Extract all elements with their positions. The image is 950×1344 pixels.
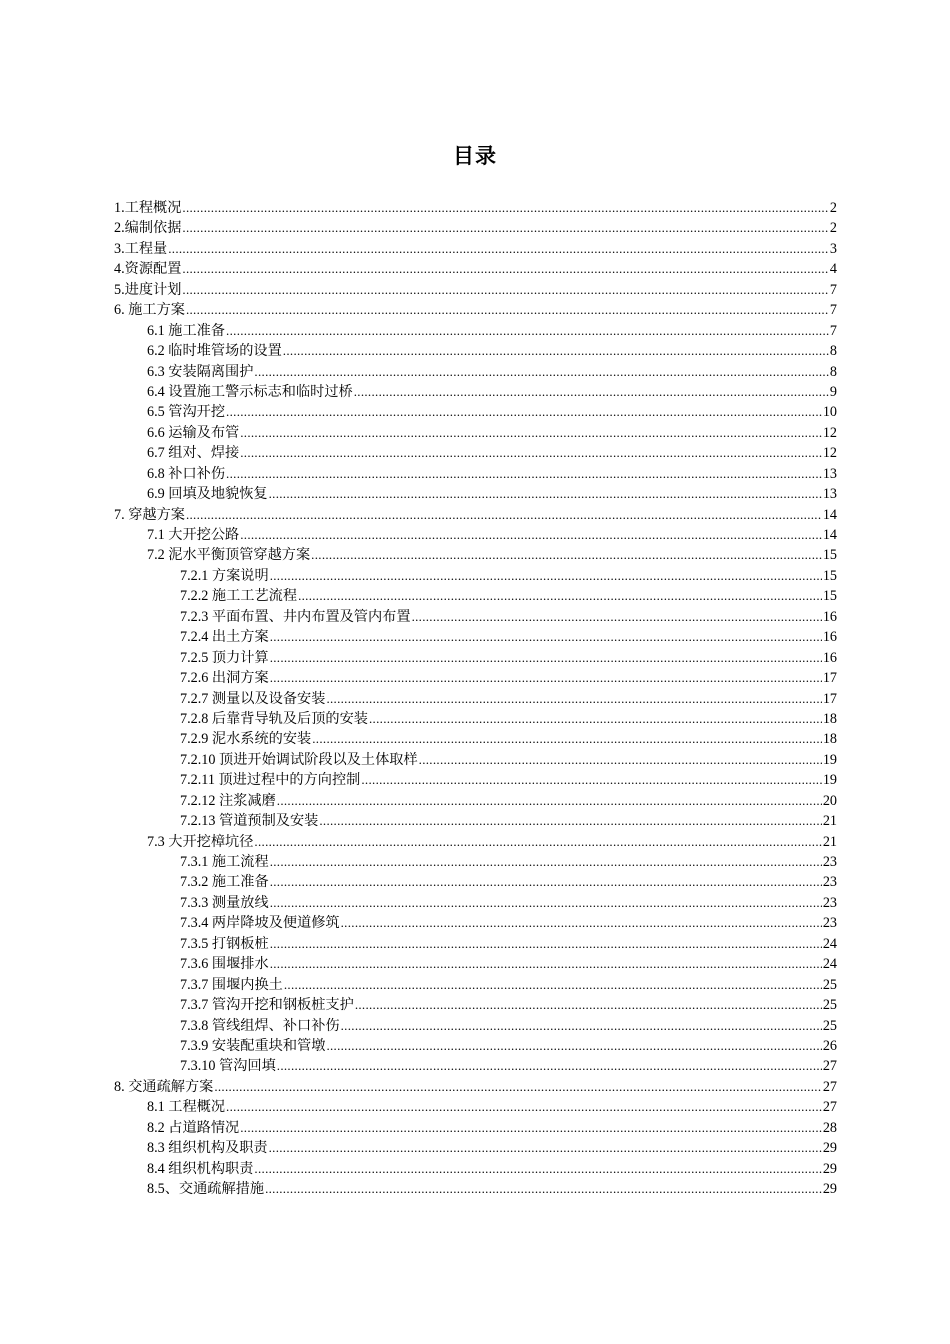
toc-entry-page-number: 8 [829,343,837,360]
toc-entry[interactable] [114,1138,837,1158]
toc-entry-page-number: 28 [822,1119,837,1136]
toc-entry-page-number: 27 [822,1058,837,1075]
toc-entry-page-number: 27 [822,1078,837,1095]
toc-dot-leader [270,668,822,688]
toc-entry-label: 7.2.2 施工工艺流程 [180,588,298,605]
toc-entry-page-number: 12 [822,424,837,441]
toc-entry-label: 7.3.5 打钢板桩 [180,935,269,952]
toc-entry-page-number: 24 [822,935,837,952]
toc-entry-label: 8.4 组织机构职责 [147,1160,254,1177]
toc-entry-page-number: 19 [822,772,837,789]
toc-entry-label: 7.3.6 围堰排水 [180,956,269,973]
toc-entry-label: 7.2.1 方案说明 [180,567,269,584]
toc-entry-label: 7.2.7 测量以及设备安装 [180,690,326,707]
toc-dot-leader [240,1118,822,1138]
toc-entry[interactable] [114,1179,837,1199]
toc-entry-page-number: 14 [822,527,837,543]
toc-entry[interactable] [114,382,837,402]
toc-entry-label: 7.2.11 顶进过程中的方向控制 [180,772,361,789]
toc-entry[interactable] [114,218,837,238]
toc-entry-label: 6.4 设置施工警示标志和临时过桥 [147,383,353,400]
toc-entry[interactable] [114,1036,837,1056]
toc-entry-page-number: 16 [822,608,837,625]
toc-entry-page-number: 29 [822,1181,837,1197]
toc-entry[interactable] [114,1056,837,1076]
toc-entry[interactable] [114,1159,837,1179]
toc-entry[interactable] [114,1097,837,1117]
toc-dot-leader [270,852,822,872]
toc-entry-page-number: 14 [822,506,837,523]
toc-entry-label: 7.3.10 管沟回填 [180,1058,276,1075]
toc-entry-page-number: 15 [822,588,837,605]
toc-dot-leader [355,995,822,1015]
toc-entry-page-number: 21 [822,833,837,850]
toc-entry[interactable] [114,607,837,627]
toc-dot-leader [240,525,822,545]
toc-entry-page-number: 4 [829,261,837,278]
toc-dot-leader [341,1016,822,1036]
toc-entry[interactable] [114,443,837,463]
toc-dot-leader [226,402,822,422]
toc-entry[interactable] [114,402,837,422]
toc-entry-page-number: 3 [829,240,837,257]
toc-entry[interactable] [114,709,837,729]
toc-entry-label: 6. 施工方案 [114,302,185,319]
toc-entry-page-number: 29 [822,1140,837,1157]
toc-entry[interactable] [114,1118,837,1138]
toc-entry[interactable] [114,689,837,709]
toc-entry[interactable] [114,770,837,790]
toc-dot-leader [298,586,822,606]
toc-entry-label: 8.2 占道路情况 [147,1119,240,1136]
toc-dot-leader [270,934,822,954]
toc-dot-leader [182,280,829,300]
toc-entry[interactable] [114,934,837,954]
toc-entry[interactable] [114,362,837,382]
toc-entry-label: 7.3.2 施工准备 [180,874,269,891]
toc-dot-leader [226,321,829,341]
toc-dot-leader [254,362,828,382]
toc-entry-label: 7.2.10 顶进开始调试阶段以及土体取样 [180,751,418,768]
toc-entry-page-number: 17 [822,690,837,707]
toc-entry-page-number: 23 [822,874,837,891]
toc-dot-leader [369,709,822,729]
toc-entry[interactable] [114,525,837,545]
toc-entry-page-number: 13 [822,486,837,503]
toc-entry[interactable] [114,954,837,974]
toc-dot-leader [254,1159,821,1179]
toc-dot-leader [326,689,821,709]
toc-dot-leader [186,505,822,525]
toc-entry[interactable] [114,566,837,586]
toc-entry-label: 6.7 组对、焊接 [147,445,240,462]
toc-entry-label: 3.工程量 [114,240,168,257]
toc-entry-page-number: 27 [822,1099,837,1116]
toc-entry-page-number: 15 [822,567,837,584]
toc-entry-label: 7.1 大开挖公路 [147,527,240,543]
toc-dot-leader [283,341,829,361]
toc-dot-leader [270,893,822,913]
toc-entry-page-number: 26 [822,1037,837,1054]
toc-entry-label: 7.3.7 围堰内换土 [180,976,283,993]
toc-entry[interactable] [114,505,837,525]
toc-entry-label: 6.8 补口补伤 [147,465,226,482]
toc-dot-leader [226,464,822,484]
toc-entry[interactable] [114,627,837,647]
toc-entry-label: 5.进度计划 [114,281,182,298]
toc-entry-page-number: 18 [822,710,837,727]
toc-entry-page-number: 7 [829,302,837,319]
toc-dot-leader [412,607,822,627]
toc-dot-leader [182,198,829,218]
toc-entry-label: 7.2 泥水平衡顶管穿越方案 [147,547,311,564]
toc-dot-leader [284,975,822,995]
toc-entry[interactable] [114,852,837,872]
toc-entry-label: 7.2.5 顶力计算 [180,649,269,666]
toc-dot-leader [254,832,821,852]
toc-entry-label: 7.3.1 施工流程 [180,854,269,870]
toc-entry-label: 7.3.7 管沟开挖和钢板桩支护 [180,997,354,1014]
toc-entry-label: 8. 交通疏解方案 [114,1078,214,1095]
toc-entry[interactable] [114,300,837,320]
toc-entry-page-number: 7 [829,322,837,339]
toc-entry[interactable] [114,832,837,852]
toc-entry[interactable] [114,423,837,443]
toc-entry-label: 7.3.4 两岸降坡及便道修筑 [180,915,340,932]
toc-entry-page-number: 16 [822,649,837,666]
toc-entry-label: 6.5 管沟开挖 [147,404,226,421]
toc-dot-leader [226,1097,822,1117]
toc-entry-page-number: 8 [829,363,837,380]
toc-dot-leader [319,811,821,831]
toc-entry-label: 6.9 回填及地貌恢复 [147,486,268,503]
toc-entry-page-number: 17 [822,670,837,687]
toc-entry[interactable] [114,321,837,341]
toc-entry[interactable] [114,995,837,1015]
toc-dot-leader [270,627,822,647]
toc-entry[interactable] [114,750,837,770]
toc-dot-leader [182,259,829,279]
toc-entry-label: 6.3 安装隔离围护 [147,363,254,380]
toc-entry-label: 7.2.12 注浆减磨 [180,792,276,809]
toc-entry[interactable] [114,729,837,749]
toc-entry-label: 8.1 工程概况 [147,1099,226,1116]
toc-entry-label: 7. 穿越方案 [114,506,185,523]
toc-entry-label: 2.编制依据 [114,220,182,237]
toc-entry-page-number: 15 [822,547,837,564]
toc-entry[interactable] [114,280,837,300]
toc-entry-page-number: 16 [822,629,837,646]
toc-entry-page-number: 20 [822,792,837,809]
toc-dot-leader [265,1179,822,1199]
toc-entry-page-number: 29 [822,1160,837,1177]
toc-entry-page-number: 18 [822,731,837,748]
toc-entry[interactable] [114,668,837,688]
toc-dot-leader [269,484,822,504]
toc-entry-page-number: 25 [822,997,837,1014]
toc-entry-label: 1.工程概况 [114,200,182,216]
toc-entry-label: 6.1 施工准备 [147,322,226,339]
toc-dot-leader [419,750,822,770]
toc-entry[interactable] [114,1016,837,1036]
toc-title: 目录 [453,144,497,168]
toc-entry-page-number: 19 [822,751,837,768]
toc-entry-page-number: 23 [822,915,837,932]
toc-entry[interactable] [114,341,837,361]
toc-dot-leader [312,729,822,749]
toc-entry-label: 7.2.13 管道预制及安装 [180,813,319,830]
toc-dot-leader [269,1138,822,1158]
toc-entry[interactable] [114,1077,837,1097]
toc-dot-leader [277,1056,822,1076]
toc-entry-label: 8.3 组织机构及职责 [147,1140,268,1157]
toc-dot-leader [186,300,829,320]
toc-entry-label: 7.2.8 后靠背导轨及后顶的安装 [180,710,368,727]
toc-entry[interactable] [114,913,837,933]
toc-dot-leader [326,1036,821,1056]
toc-entry[interactable] [114,648,837,668]
toc-dot-leader [270,648,822,668]
toc-entry[interactable] [114,259,837,279]
toc-entry-label: 7.3 大开挖樟坑径 [147,833,254,850]
toc-dot-leader [270,872,822,892]
toc-entry[interactable] [114,975,837,995]
toc-entry-label: 7.2.4 出土方案 [180,629,269,646]
toc-entry-page-number: 2 [829,220,837,237]
toc-entry-label: 7.3.3 测量放线 [180,894,269,911]
toc-dot-leader [270,566,822,586]
toc-entry-page-number: 23 [822,854,837,870]
toc-entry[interactable] [114,545,837,565]
toc-entry[interactable] [114,464,837,484]
toc-entry[interactable] [114,586,837,606]
toc-entry[interactable] [114,791,837,811]
toc-entry-label: 6.2 临时堆管场的设置 [147,343,282,360]
toc-entry-label: 6.6 运输及布管 [147,424,240,441]
toc-entry-page-number: 9 [829,383,837,400]
toc-dot-leader [277,791,822,811]
toc-entry-page-number: 13 [822,465,837,482]
toc-dot-leader [270,954,822,974]
toc-entry-label: 7.2.6 出洞方案 [180,670,269,687]
toc-dot-leader [341,913,822,933]
toc-entry-label: 7.2.9 泥水系统的安装 [180,731,312,748]
toc-dot-leader [240,443,822,463]
toc-dot-leader [354,382,829,402]
toc-entry-page-number: 25 [822,976,837,993]
toc-entry-label: 7.2.3 平面布置、井内布置及管内布置 [180,608,411,625]
toc-entry-page-number: 12 [822,445,837,462]
toc-entry-page-number: 2 [829,200,837,216]
toc-entry[interactable] [114,893,837,913]
toc-entry[interactable] [114,872,837,892]
toc-entry-page-number: 23 [822,894,837,911]
toc-dot-leader [214,1077,821,1097]
toc-entry-page-number: 25 [822,1017,837,1034]
toc-dot-leader [240,423,822,443]
toc-entry[interactable] [114,239,837,259]
toc-entry-label: 8.5、交通疏解措施 [147,1181,265,1197]
toc-entry[interactable] [114,198,837,218]
toc-entry-label: 7.3.8 管线组焊、补口补伤 [180,1017,340,1034]
toc-dot-leader [311,545,822,565]
toc-entry-label: 7.3.9 安装配重块和管墩 [180,1037,326,1054]
toc-entry-page-number: 7 [829,281,837,298]
toc-dot-leader [182,218,829,238]
toc-list [114,198,837,1199]
toc-dot-leader [168,239,829,259]
toc-dot-leader [361,770,821,790]
toc-entry-page-number: 10 [822,404,837,421]
toc-entry-page-number: 24 [822,956,837,973]
toc-entry-page-number: 21 [822,813,837,830]
toc-entry-label: 4.资源配置 [114,261,182,278]
toc-entry[interactable] [114,811,837,831]
toc-entry[interactable] [114,484,837,504]
